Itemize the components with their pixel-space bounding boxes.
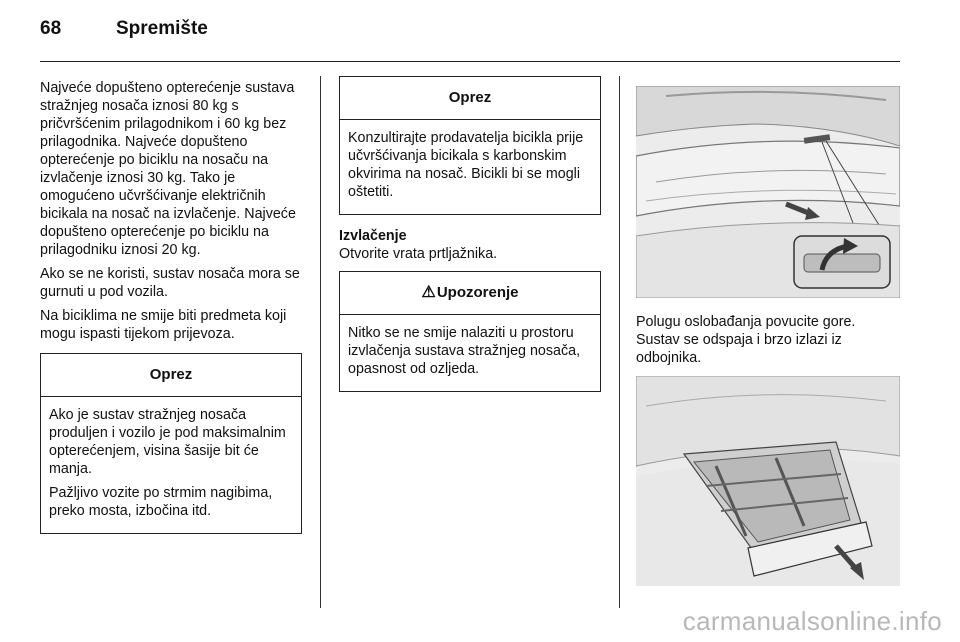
- column-2: [339, 76, 601, 392]
- car-rear-illustration: [636, 86, 900, 298]
- warning-title-text: Upozorenje: [436, 284, 519, 301]
- column-1: [40, 79, 304, 534]
- watermark: carmanualsonline.info: [682, 606, 942, 636]
- warning-text: Nitko se ne smije nalaziti u prostoru izvlačenja sustava stražnjeg nosača, opasnost od ozljeda.: [348, 325, 581, 377]
- warning-triangle-icon: ⚠: [421, 284, 436, 301]
- page-number: 68: [40, 18, 62, 39]
- caution-text: Pažljivo vozite po strmim nagibima, preko mosta, izbočina itd.: [49, 485, 273, 519]
- caution-box: [40, 353, 302, 534]
- header-rule: [40, 61, 900, 62]
- figure-release-lever: [636, 86, 900, 298]
- body-paragraph: Ako se ne koristi, sustav nosača mora se gurnuti u pod vozila.: [40, 266, 300, 300]
- column-divider-1: [320, 76, 321, 608]
- body-paragraph: Najveće dopušteno opterećenje sustava stražnjeg nosača iznosi 80 kg s pričvršćenim prilagodnikom i 60 kg bez prilagodnika. Najveće dopušteno opterećenje po biciklu na nosaču na izvlačenje iznosi 30 kg. Tako je omogućeno učvršćivanje električnih bicikala na nosač na izvlačenje. Najveće dopušteno opterećenje po biciklu na prilagodniku iznosi 20 kg.: [40, 80, 296, 258]
- page-title: Spremište: [116, 18, 208, 39]
- body-paragraph: Na biciklima ne smije biti predmeta koji mogu ispasti tijekom prijevoza.: [40, 308, 287, 342]
- caution-text: Ako je sustav stražnjeg nosača produljen i vozilo je pod maksimalnim opterećenjem, visina šasije bit će manja.: [49, 407, 286, 477]
- page-header: [40, 18, 208, 40]
- figure-caption: Polugu oslobađanja povucite gore. Sustav se odspaja i brzo izlazi iz odbojnika.: [636, 314, 856, 366]
- section-text: Otvorite vrata prtljažnika.: [339, 246, 498, 262]
- caution-title: Oprez: [41, 354, 301, 397]
- column-divider-2: [619, 76, 620, 608]
- figure-carrier-extended: [636, 376, 900, 586]
- warning-box: [339, 271, 601, 392]
- caution-box: [339, 76, 601, 215]
- caution-title: Oprez: [340, 77, 600, 120]
- warning-title: [340, 272, 600, 315]
- caution-text: Konzultirajte prodavatelja bicikla prije učvršćivanja bicikala s karbonskim okvirima na nosač. Bicikli bi se mogli oštetiti.: [348, 130, 584, 200]
- section-heading: Izvlačenje: [339, 228, 407, 244]
- carrier-extended-illustration: [636, 376, 900, 586]
